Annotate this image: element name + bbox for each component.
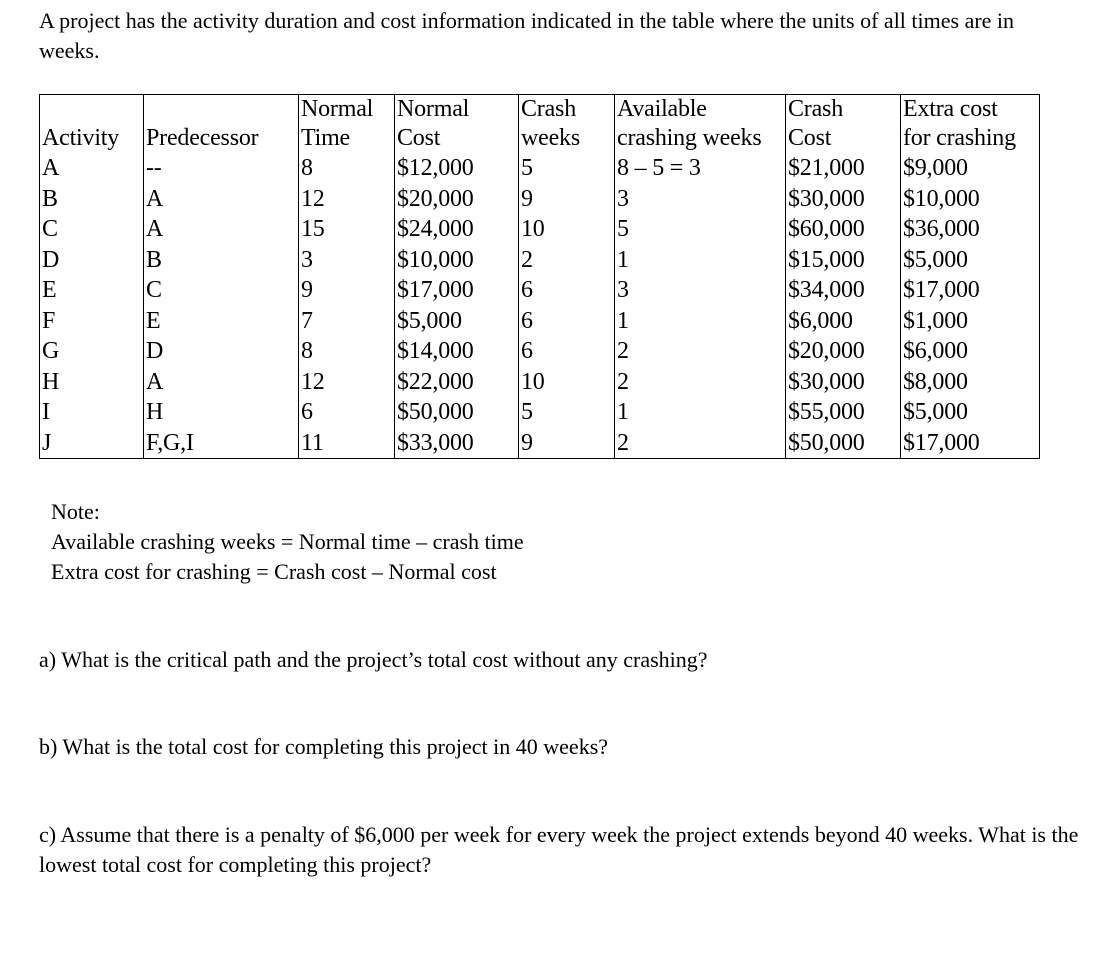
header-normal-cost-1: Normal: [395, 95, 519, 125]
cell-extra-cost: $8,000: [901, 367, 1040, 398]
cell-crash-cost: $30,000: [786, 184, 901, 215]
header-available-2: crashing weeks: [615, 124, 786, 153]
cell-crash-weeks: 6: [519, 336, 615, 367]
cell-predecessor: F,G,I: [144, 428, 299, 459]
cell-crash-cost: $55,000: [786, 397, 901, 428]
cell-activity: J: [40, 428, 144, 459]
cell-extra-cost: $9,000: [901, 153, 1040, 184]
cell-available: 1: [615, 245, 786, 276]
cell-predecessor: A: [144, 184, 299, 215]
note-heading: Note:: [51, 499, 100, 524]
header-predecessor-1: [144, 95, 299, 125]
cell-predecessor: --: [144, 153, 299, 184]
cell-available: 2: [615, 336, 786, 367]
cell-normal-cost: $14,000: [395, 336, 519, 367]
header-crash-weeks-2: weeks: [519, 124, 615, 153]
header-row-2: [40, 124, 1040, 153]
cell-crash-weeks: 5: [519, 397, 615, 428]
cell-available: 3: [615, 275, 786, 306]
cell-crash-weeks: 6: [519, 275, 615, 306]
cell-normal-time: 3: [299, 245, 395, 276]
table-row: [40, 367, 1040, 398]
cell-available: 1: [615, 397, 786, 428]
cell-crash-cost: $50,000: [786, 428, 901, 459]
activity-table: [39, 94, 1040, 459]
cell-available: 3: [615, 184, 786, 215]
cell-available: 2: [615, 367, 786, 398]
cell-normal-time: 12: [299, 184, 395, 215]
cell-crash-weeks: 6: [519, 306, 615, 337]
header-crash-cost-1: Crash: [786, 95, 901, 125]
header-predecessor-2: Predecessor: [144, 124, 299, 153]
cell-crash-cost: $20,000: [786, 336, 901, 367]
cell-predecessor: A: [144, 367, 299, 398]
cell-normal-time: 7: [299, 306, 395, 337]
cell-crash-weeks: 9: [519, 428, 615, 459]
cell-crash-weeks: 9: [519, 184, 615, 215]
header-extra-cost-1: Extra cost: [901, 95, 1040, 125]
cell-crash-cost: $6,000: [786, 306, 901, 337]
cell-activity: C: [40, 214, 144, 245]
cell-activity: H: [40, 367, 144, 398]
note-line: Available crashing weeks = Normal time – crash time: [51, 529, 524, 554]
cell-crash-cost: $60,000: [786, 214, 901, 245]
table-row: [40, 153, 1040, 184]
header-available-1: Available: [615, 95, 786, 125]
question-c: c) Assume that there is a penalty of $6,000 per week for every week the project extends beyond 40 weeks. What is the lowest total cost for completing this project?: [39, 822, 1079, 877]
question-b: b) What is the total cost for completing this project in 40 weeks?: [39, 734, 609, 759]
cell-activity: I: [40, 397, 144, 428]
table-row: [40, 275, 1040, 306]
cell-normal-cost: $22,000: [395, 367, 519, 398]
cell-available: 5: [615, 214, 786, 245]
cell-extra-cost: $5,000: [901, 397, 1040, 428]
cell-crash-weeks: 10: [519, 367, 615, 398]
cell-normal-cost: $24,000: [395, 214, 519, 245]
cell-extra-cost: $1,000: [901, 306, 1040, 337]
table-row: [40, 336, 1040, 367]
cell-extra-cost: $5,000: [901, 245, 1040, 276]
header-activity-1: [40, 95, 144, 125]
header-crash-cost-2: Cost: [786, 124, 901, 153]
cell-normal-time: 9: [299, 275, 395, 306]
table-row: [40, 184, 1040, 215]
cell-predecessor: E: [144, 306, 299, 337]
cell-crash-cost: $34,000: [786, 275, 901, 306]
cell-activity: G: [40, 336, 144, 367]
cell-extra-cost: $17,000: [901, 275, 1040, 306]
table-row: [40, 397, 1040, 428]
cell-available: 1: [615, 306, 786, 337]
cell-normal-cost: $50,000: [395, 397, 519, 428]
cell-predecessor: A: [144, 214, 299, 245]
cell-normal-cost: $12,000: [395, 153, 519, 184]
note-line: Extra cost for crashing = Crash cost – Normal cost: [51, 559, 497, 584]
cell-crash-cost: $30,000: [786, 367, 901, 398]
cell-normal-cost: $10,000: [395, 245, 519, 276]
cell-normal-cost: $5,000: [395, 306, 519, 337]
table-row: [40, 214, 1040, 245]
cell-available: 2: [615, 428, 786, 459]
cell-activity: B: [40, 184, 144, 215]
cell-normal-time: 8: [299, 153, 395, 184]
cell-extra-cost: $6,000: [901, 336, 1040, 367]
cell-normal-time: 8: [299, 336, 395, 367]
cell-normal-time: 6: [299, 397, 395, 428]
header-normal-time-1: Normal: [299, 95, 395, 125]
table-row: [40, 428, 1040, 459]
cell-predecessor: D: [144, 336, 299, 367]
cell-crash-weeks: 5: [519, 153, 615, 184]
cell-normal-time: 15: [299, 214, 395, 245]
header-normal-time-2: Time: [299, 124, 395, 153]
cell-extra-cost: $10,000: [901, 184, 1040, 215]
cell-normal-time: 11: [299, 428, 395, 459]
header-row-1: [40, 95, 1040, 125]
cell-crash-weeks: 2: [519, 245, 615, 276]
cell-crash-cost: $15,000: [786, 245, 901, 276]
cell-extra-cost: $36,000: [901, 214, 1040, 245]
cell-normal-cost: $20,000: [395, 184, 519, 215]
cell-predecessor: B: [144, 245, 299, 276]
cell-activity: E: [40, 275, 144, 306]
cell-activity: A: [40, 153, 144, 184]
note-block: [51, 497, 524, 587]
question-a: a) What is the critical path and the project’s total cost without any crashing?: [39, 647, 708, 672]
cell-normal-cost: $33,000: [395, 428, 519, 459]
table-row: [40, 245, 1040, 276]
cell-extra-cost: $17,000: [901, 428, 1040, 459]
header-normal-cost-2: Cost: [395, 124, 519, 153]
cell-activity: D: [40, 245, 144, 276]
header-extra-cost-2: for crashing: [901, 124, 1040, 153]
cell-crash-weeks: 10: [519, 214, 615, 245]
header-crash-weeks-1: Crash: [519, 95, 615, 125]
cell-normal-cost: $17,000: [395, 275, 519, 306]
cell-normal-time: 12: [299, 367, 395, 398]
cell-crash-cost: $21,000: [786, 153, 901, 184]
header-activity-2: Activity: [40, 124, 144, 153]
cell-available: 8 – 5 = 3: [615, 153, 786, 184]
table-row: [40, 306, 1040, 337]
cell-activity: F: [40, 306, 144, 337]
problem-intro: A project has the activity duration and cost information indicated in the table where the units of all times are in weeks.: [39, 8, 1015, 63]
cell-predecessor: C: [144, 275, 299, 306]
cell-predecessor: H: [144, 397, 299, 428]
